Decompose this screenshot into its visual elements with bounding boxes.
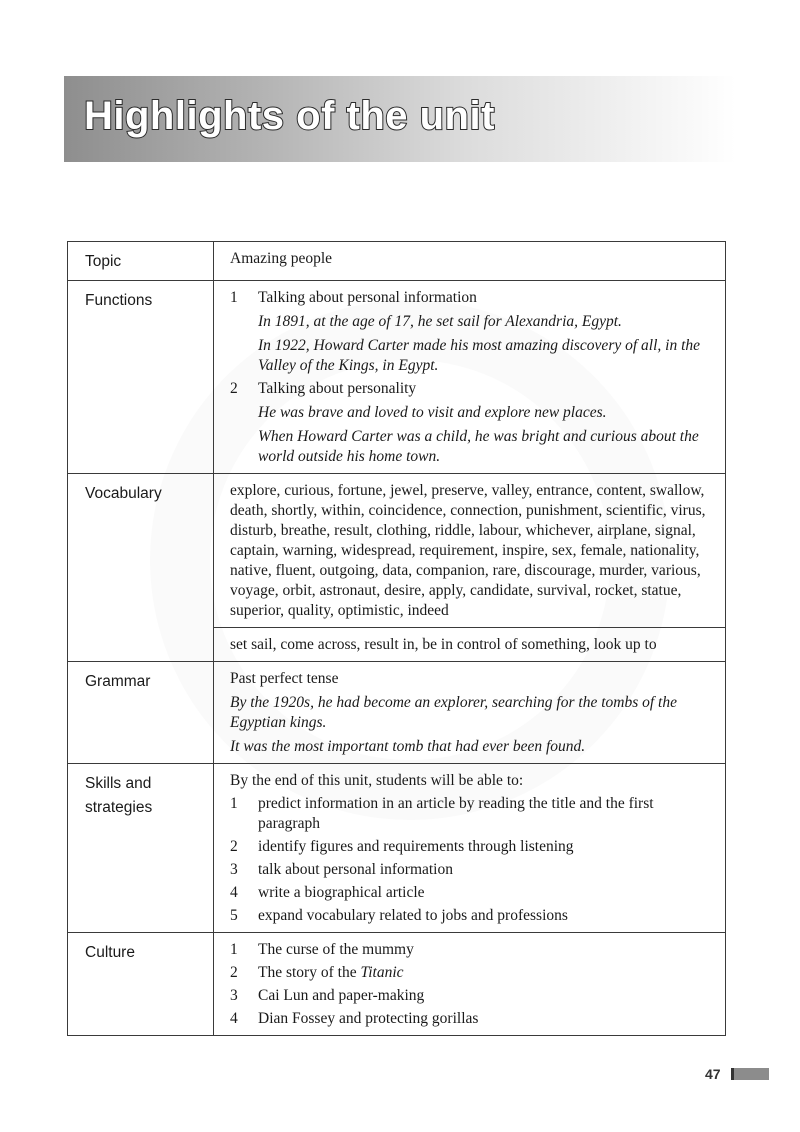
- header-banner: [64, 76, 736, 162]
- highlights-table: [67, 241, 726, 1036]
- list-item: [230, 940, 713, 960]
- item-number: 4: [230, 884, 238, 901]
- item-number: 1: [230, 941, 238, 958]
- item-number: 2: [230, 380, 238, 397]
- row-content-skills: [214, 764, 726, 933]
- example-sentence: In 1891, at the age of 17, he set sail for Alexandria, Egypt.: [258, 313, 622, 330]
- item-text: The curse of the mummy: [258, 941, 414, 958]
- item-text: Talking about personality: [258, 380, 417, 397]
- item-number: 2: [230, 964, 238, 981]
- table-row-grammar: [68, 662, 726, 764]
- row-content-vocabulary-phrases: set sail, come across, result in, be in control of something, look up to: [214, 628, 726, 662]
- page-title: Highlights of the unit: [84, 94, 495, 138]
- table-row-skills: [68, 764, 726, 933]
- row-label-grammar: Grammar: [68, 662, 214, 764]
- item-number: 1: [230, 795, 238, 812]
- label-line: Skills and: [85, 775, 152, 792]
- list-item: [230, 963, 713, 983]
- item-number: 2: [230, 838, 238, 855]
- item-number: 1: [230, 289, 238, 306]
- example-sentence: It was the most important tomb that had ever been found.: [230, 738, 586, 755]
- item-text: identify figures and requirements through listening: [258, 838, 574, 855]
- row-label-skills: [68, 764, 214, 933]
- list-item: [230, 906, 713, 926]
- item-text: predict information in an article by reading the title and the first paragraph: [258, 795, 654, 832]
- row-content-functions: [214, 281, 726, 474]
- list-item: [230, 860, 713, 880]
- table-row-topic: [68, 242, 726, 281]
- grammar-point: Past perfect tense: [230, 670, 339, 687]
- skills-intro: By the end of this unit, students will be able to:: [230, 772, 524, 789]
- table-row-functions: [68, 281, 726, 474]
- list-item: [230, 288, 713, 308]
- item-text-prefix: The story of the: [258, 964, 361, 981]
- item-text: talk about personal information: [258, 861, 453, 878]
- list-item: [230, 883, 713, 903]
- item-text: [258, 963, 713, 983]
- page-number: 47: [705, 1066, 721, 1082]
- list-item: [230, 379, 713, 399]
- row-label-culture: Culture: [68, 933, 214, 1036]
- list-item: [230, 837, 713, 857]
- item-text: expand vocabulary related to jobs and professions: [258, 907, 568, 924]
- item-number: 3: [230, 861, 238, 878]
- row-label-vocabulary: Vocabulary: [68, 474, 214, 662]
- row-content-grammar: [214, 662, 726, 764]
- example-sentence: In 1922, Howard Carter made his most amazing discovery of all, in the Valley of the Kings, in Egypt.: [258, 337, 701, 374]
- label-line: strategies: [85, 799, 153, 816]
- example-sentence: When Howard Carter was a child, he was bright and curious about the world outside his home town.: [258, 428, 699, 465]
- row-content-topic: Amazing people: [214, 242, 726, 281]
- list-item: [230, 986, 713, 1006]
- item-number: 5: [230, 907, 238, 924]
- item-text: Talking about personal information: [258, 289, 477, 306]
- item-text: Cai Lun and paper-making: [258, 987, 425, 1004]
- item-number: 3: [230, 987, 238, 1004]
- table-row-vocabulary: [68, 474, 726, 628]
- row-label-topic: Topic: [68, 242, 214, 281]
- page-number-bar: [731, 1068, 769, 1080]
- example-sentence: He was brave and loved to visit and explore new places.: [258, 404, 607, 421]
- table-row-culture: [68, 933, 726, 1036]
- item-text: write a biographical article: [258, 884, 425, 901]
- row-content-culture: [214, 933, 726, 1036]
- item-number: 4: [230, 1010, 238, 1027]
- item-text: Dian Fossey and protecting gorillas: [258, 1010, 479, 1027]
- row-label-functions: Functions: [68, 281, 214, 474]
- list-item: [230, 1009, 713, 1029]
- row-content-vocabulary-words: explore, curious, fortune, jewel, preserve, valley, entrance, content, swallow, death, shortly, within, coincidence, connection, punishment, scientific, virus, disturb, breathe, result, clothing, riddle, labour, whichever, airplane, signal, captain, warning, widespread, requirement, inspire, sex, female, nationality, native, fluent, outgoing, data, companion, rare, discourage, murder, various, voyage, orbit, astronaut, desire, apply, candidate, survival, rocket, statue, superior, quality, optimistic, indeed: [214, 474, 726, 628]
- example-sentence: By the 1920s, he had become an explorer, searching for the tombs of the Egyptian kings.: [230, 694, 677, 731]
- list-item: [230, 794, 713, 834]
- item-text-italic: Titanic: [360, 964, 404, 981]
